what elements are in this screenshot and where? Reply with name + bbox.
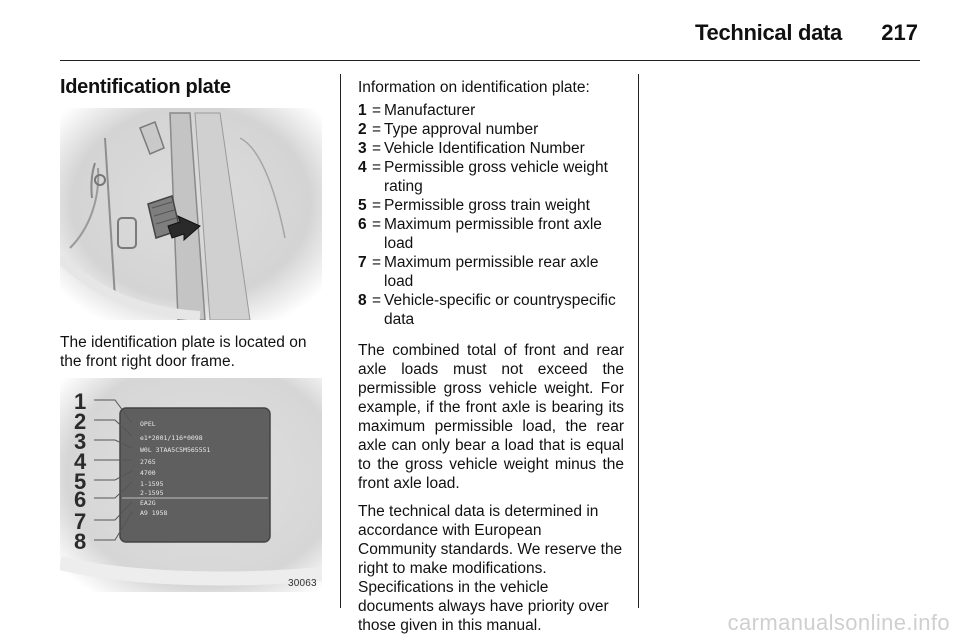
location-paragraph: The identification plate is located on the front right door frame.	[60, 334, 307, 370]
legend-equals: =	[372, 159, 382, 176]
legend-item	[358, 253, 624, 291]
legend-item	[358, 139, 624, 158]
callout-number: 7	[74, 509, 87, 534]
plate-line: 2765	[140, 458, 156, 466]
legend-item	[358, 158, 624, 196]
legend-item	[358, 291, 624, 329]
callout-number: 5	[74, 469, 87, 494]
legend-item	[358, 215, 624, 253]
plate-line: e1*2001/116*0098	[140, 434, 203, 442]
plate-line: EA2G	[140, 499, 156, 507]
legend-number: 1	[358, 102, 367, 119]
legend-number: 4	[358, 159, 367, 176]
callout-number: 4	[74, 449, 87, 474]
plate-line: 4700	[140, 469, 156, 477]
plate-line: 2-1595	[140, 489, 164, 497]
legend-equals: =	[372, 254, 382, 271]
plate-line: W0L 3TAA5C5M565551	[140, 446, 211, 454]
legend-number: 7	[358, 254, 367, 271]
legend-item	[358, 196, 624, 215]
legend-item	[358, 101, 624, 120]
header-rule	[60, 60, 920, 61]
technical-data-paragraph: The technical data is determined in accordance with European Community standards. We reserve the right to make modifications. Specifications in the vehicle documents always have priority over those given in this manual.	[358, 503, 623, 634]
plate-line: A9 1958	[140, 509, 168, 517]
legend-number: 3	[358, 140, 367, 157]
callout-number: 6	[74, 487, 87, 512]
legend-number: 2	[358, 121, 367, 138]
column-divider-left	[340, 74, 341, 608]
watermark: carmanualsonline.info	[727, 610, 950, 635]
header-title: Technical data	[695, 20, 842, 45]
figure-code: 30063	[288, 578, 317, 589]
callout-number: 1	[74, 389, 87, 414]
legend-text: Vehicle-specific or countryspecific data	[384, 292, 616, 328]
legend-number: 6	[358, 216, 367, 233]
plate-line: 1-1595	[140, 480, 164, 488]
legend-text: Vehicle Identification Number	[384, 140, 585, 157]
legend-list	[358, 101, 624, 329]
legend-equals: =	[372, 102, 382, 119]
legend-text: Permissible gross vehicle weight rating	[384, 159, 608, 195]
legend-text: Type approval number	[384, 121, 539, 138]
middle-column	[358, 78, 624, 635]
legend-text: Permissible gross train weight	[384, 197, 590, 214]
legend-equals: =	[372, 197, 382, 214]
section-heading: Identification plate	[60, 76, 231, 98]
legend-text: Manufacturer	[384, 102, 476, 119]
legend-item	[358, 120, 624, 139]
legend-text: Maximum permissible front axle load	[384, 216, 602, 252]
legend-intro: Information on identification plate:	[358, 79, 590, 96]
page-number: 217	[881, 20, 918, 45]
legend-equals: =	[372, 216, 382, 233]
column-divider-right	[638, 74, 639, 608]
legend-text: Maximum permissible rear axle load	[384, 254, 599, 290]
plate-line: OPEL	[140, 420, 156, 428]
legend-equals: =	[372, 292, 382, 309]
callout-number: 3	[74, 429, 87, 454]
axle-load-paragraph: The combined total of front and rear axle loads must not exceed the permissible gross vehicle weight. For example, if the front axle is bearing its maximum permissible load, the rear axle can only bear a load that is equal to the gross vehicle weight minus the front axle load.	[358, 342, 624, 492]
callout-number: 8	[74, 529, 87, 554]
door-frame-photo	[60, 108, 322, 320]
identification-plate-photo	[60, 378, 322, 592]
legend-equals: =	[372, 140, 382, 157]
legend-number: 8	[358, 292, 367, 309]
legend-equals: =	[372, 121, 382, 138]
callout-number: 2	[74, 409, 87, 434]
legend-number: 5	[358, 197, 367, 214]
identification-plate-illustration	[60, 378, 322, 592]
door-frame-illustration	[60, 108, 322, 320]
